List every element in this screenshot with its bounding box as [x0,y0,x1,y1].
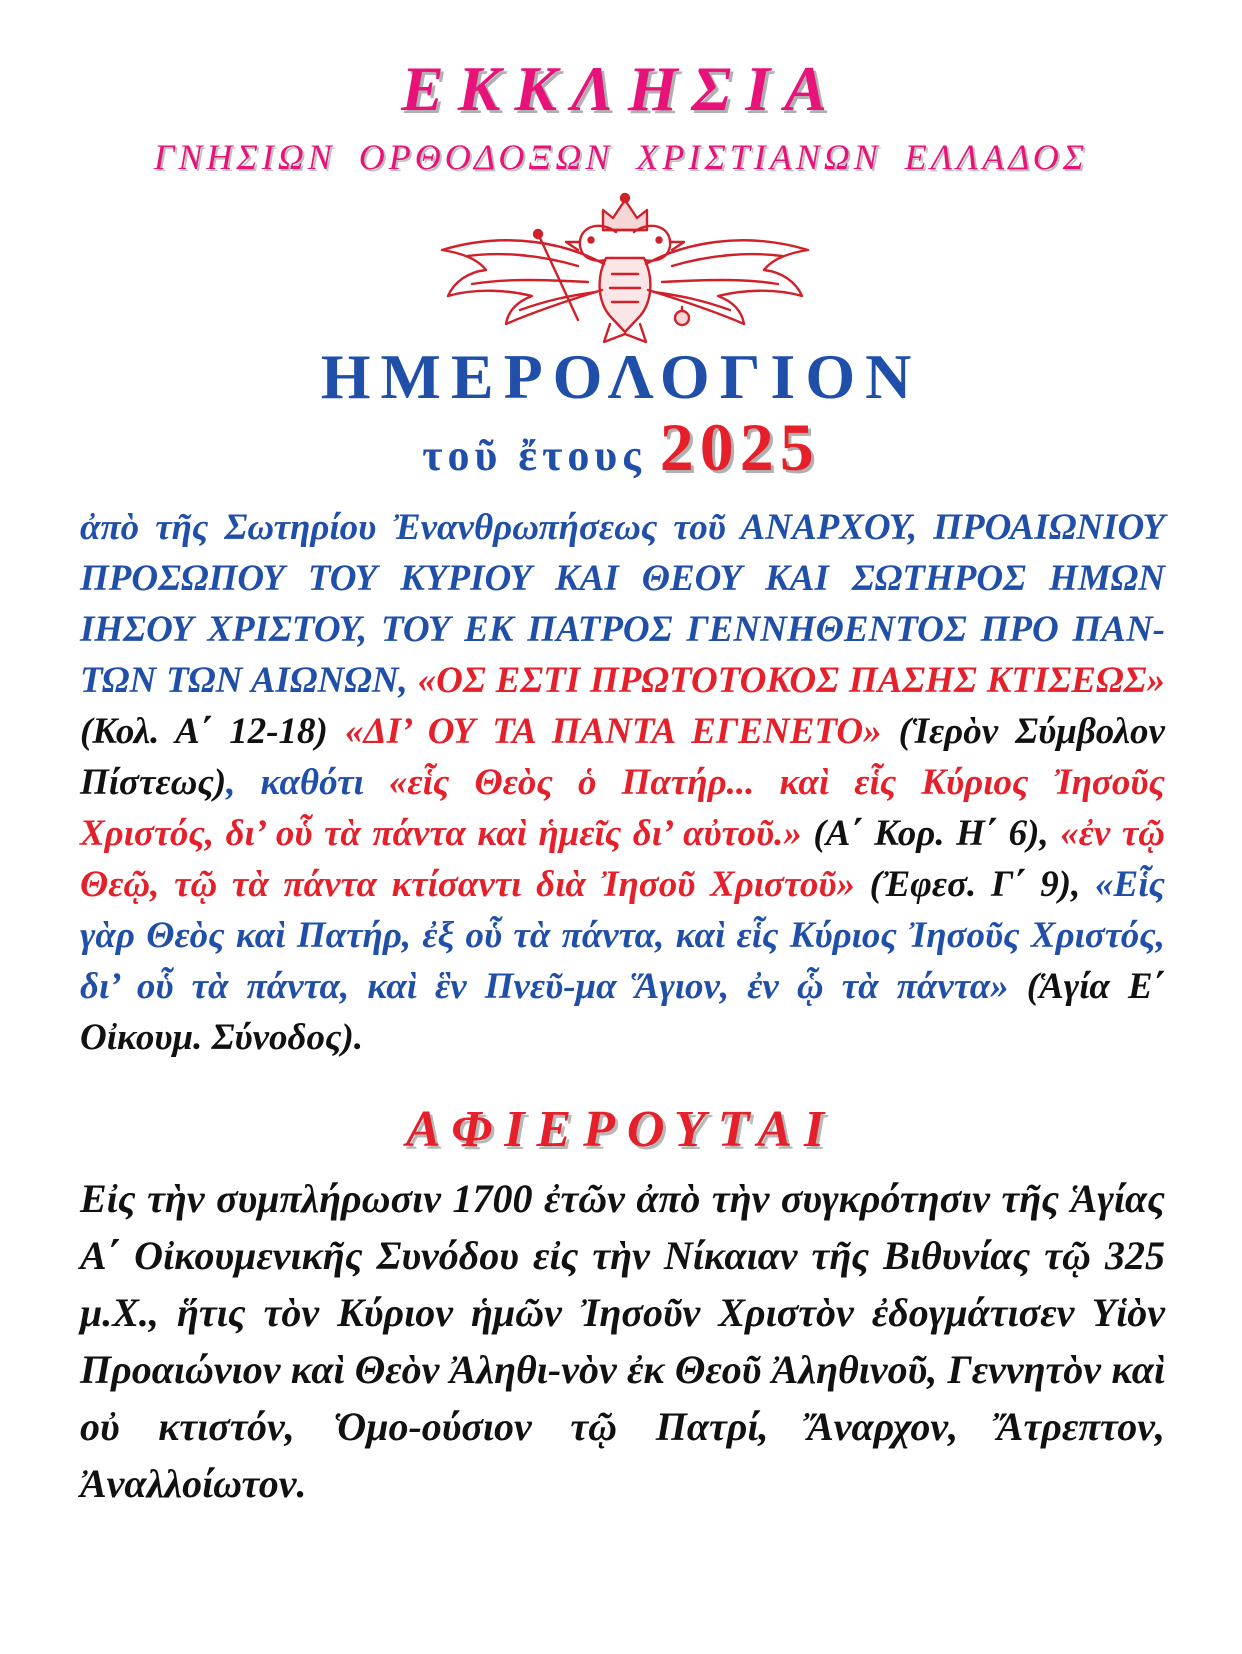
intro-segment: «Εἷς γὰρ Θεὸς καὶ Πατήρ, ἐξ οὗ τὰ πάντα, καὶ εἷς Κύριος Ἰησοῦς Χριστός, δι’ οὗ τὰ πάντα, καὶ ἓν Πνεῦ-μα Ἅγιον, ἐν ᾧ τὰ πάντα» [80,864,1165,1007]
intro-segment: (Κολ. Α΄ 12-18) [80,711,345,752]
intro-segment: «ἐν τῷ Θεῷ, τῷ τὰ πάντα κτίσαντι διὰ Ἰησοῦ Χριστοῦ» [80,813,1165,905]
year-line [0,408,1242,487]
intro-segment: (Ἁγία Ε΄ Οἰκουμ. Σύνοδος). [80,966,1165,1058]
intro-segment: «ΟΣ ΕΣΤΙ ΠΡΩΤΟΤΟΚΟΣ ΠΑΣΗΣ ΚΤΙΣΕΩΣ» [417,660,1166,701]
dedication-paragraph: Εἰς τὴν συμπλήρωσιν 1700 ἐτῶν ἀπὸ τὴν συγκρότησιν τῆς Ἁγίας Α΄ Οἰκουμενικῆς Συνόδου εἰς τὴν Νίκαιαν τῆς Βιθυνίας τῷ 325 μ.Χ., ἥτις τὸν Κύριον ἡμῶν Ἰησοῦν Χριστὸν ἐδογμάτισεν Υἱὸν Προαιώνιον καὶ Θεὸν Ἀληθι-νὸν ἐκ Θεοῦ Ἀληθινοῦ, Γεννητὸν καὶ οὐ κτιστόν, Ὁμο-ούσιον τῷ Πατρί, Ἄναρχον, Ἄτρεπτον, Ἀναλλοίωτον. [80,1176,1165,1506]
year-number: 2025 [659,409,820,485]
intro-segment: , καθότι [226,762,389,803]
dedication-heading: ΑΦΙΕΡΟΥΤΑΙ [405,1101,837,1158]
year-prefix: τοῦ ἔτους [422,431,646,480]
church-title: ΕΚΚΛΗΣΙΑ [401,53,841,124]
intro-segment: «ΔΙ’ ΟΥ ΤΑ ΠΑΝΤΑ ΕΓΕΝΕΤΟ» [344,711,882,752]
church-subtitle: ΓΝΗΣΙΩΝ ΟΡΘΟΔΟΞΩΝ ΧΡΙΣΤΙΑΝΩΝ ΕΛΛΑΔΟΣ [153,137,1089,177]
intro-segment: (Ἐφεσ. Γ΄ 9), [855,864,1096,905]
double-headed-eagle-icon [428,192,823,344]
intro-segment: (Α΄ Κορ. Η΄ 6), [801,813,1061,854]
calendar-title: ΗΜΕΡΟΛΟΓΙΟΝ [320,341,922,412]
intro-segment: (Ἱερὸν Σύμβολον Πίστεως) [80,711,1165,803]
intro-segment: «εἷς Θεὸς ὁ Πατήρ... καὶ εἷς Κύριος Ἰησοῦς Χριστός, δι’ οὗ τὰ πάντα καὶ ἡμεῖς δι’ αὐτοῦ.» [80,762,1165,854]
intro-segment: ἀπὸ τῆς Σωτηρίου Ἐνανθρωπήσεως τοῦ ΑΝΑΡΧΟΥ, ΠΡΟΑΙΩΝΙΟΥ ΠΡΟΣΩΠΟΥ ΤΟΥ ΚΥΡΙΟΥ ΚΑΙ ΘΕΟΥ ΚΑΙ ΣΩΤΗΡΟΣ ΗΜΩΝ ΙΗΣΟΥ ΧΡΙΣΤΟΥ, ΤΟΥ ΕΚ ΠΑΤΡΟΣ ΓΕΝΝΗΘΕΝΤΟΣ ΠΡΟ ΠΑΝ-ΤΩΝ ΤΩΝ ΑΙΩΝΩΝ, [80,507,1165,701]
intro-paragraph [80,502,1165,1063]
